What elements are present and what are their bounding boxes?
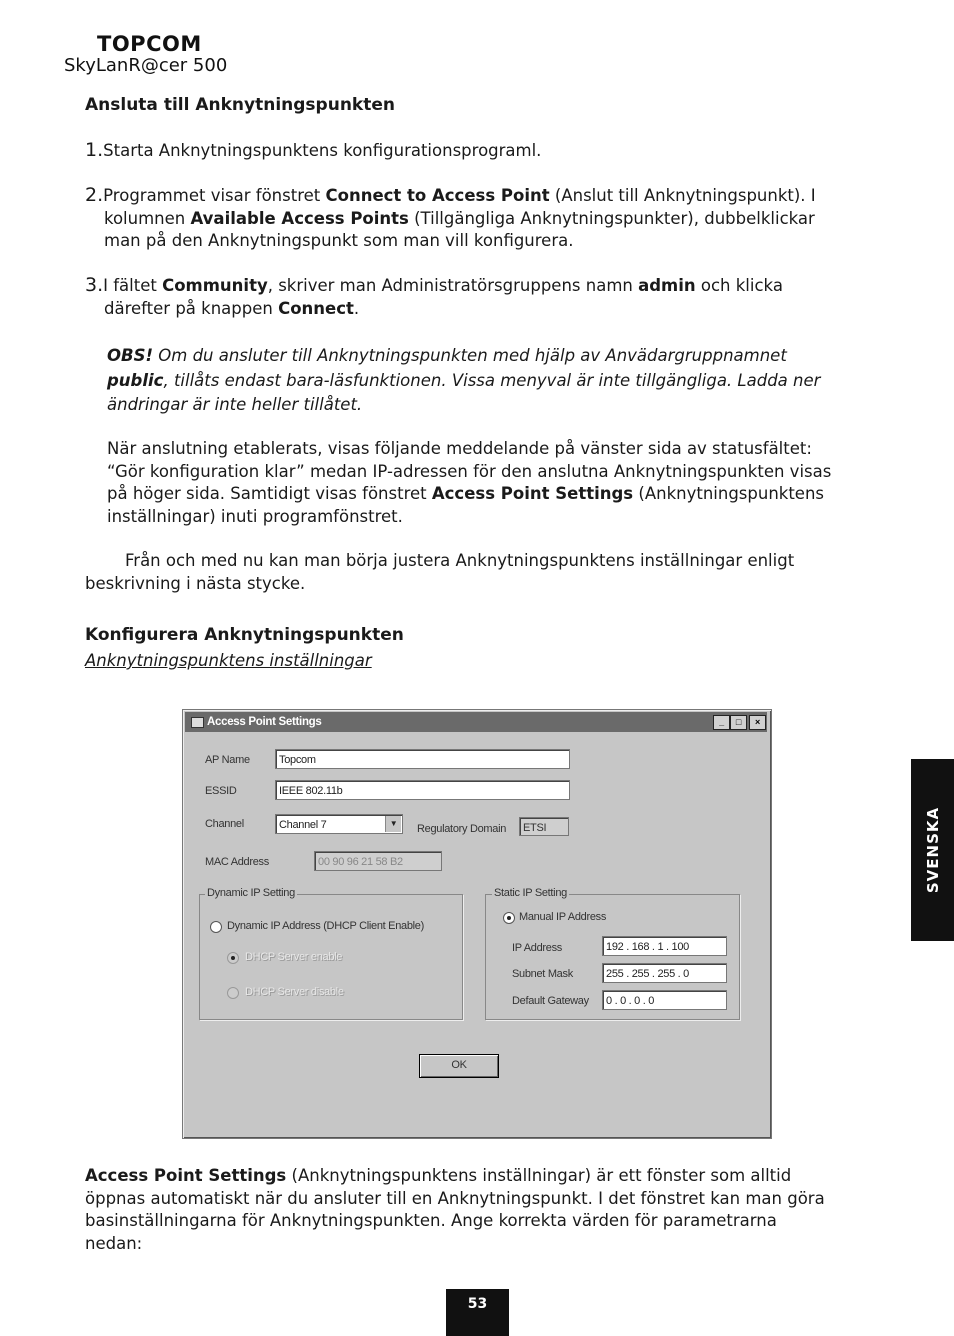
ok-button[interactable]: OK [419, 1054, 499, 1078]
bold-term: public [107, 370, 164, 390]
access-point-settings-dialog [182, 709, 772, 1139]
note-text: Om du ansluter till Anknytningspunkten med hjälp av Anvädargruppnamnet [153, 346, 787, 365]
paragraph-line: basinställningarna för Anknytningspunkten. Ange korrekta värden för parametrarna [85, 1211, 777, 1230]
channel-value: Channel 7 [279, 819, 327, 831]
bold-term: Connect to Access Point [325, 186, 550, 205]
subnet-mask-label: Subnet Mask [512, 968, 573, 980]
mac-address-field: 00 90 96 21 58 B2 [314, 851, 442, 871]
manual-ip-radio-label: Manual IP Address [519, 911, 607, 923]
channel-select[interactable] [275, 814, 403, 834]
paragraph-line: nedan: [85, 1233, 143, 1253]
default-gateway-label: Default Gateway [512, 995, 589, 1007]
language-side-tab [911, 759, 954, 941]
note-label: OBS! [107, 346, 154, 365]
window-menu-icon[interactable] [191, 717, 204, 728]
close-button[interactable]: × [749, 715, 766, 730]
dialog-titlebar[interactable] [185, 712, 767, 732]
paragraph-line: beskrivning i nästa stycke. [85, 573, 306, 593]
bold-term: admin [638, 276, 696, 295]
step-text: (Tillgängliga Anknytningspunkter), dubbelklickar [408, 208, 815, 228]
step-text: och klicka [695, 276, 783, 295]
paragraph-line: inställningar) inuti programfönstret. [107, 506, 403, 526]
paragraph-dialog-description [85, 1165, 825, 1255]
note-text: ändringar är inte heller tillåtet. [107, 395, 363, 414]
step-text: I fältet [103, 276, 163, 295]
section-heading-connect: Ansluta till Anknytningspunkten [85, 95, 395, 115]
essid-label: ESSID [205, 785, 237, 797]
note-text: , tillåts endast bara-läsfunktionen. Vissa menyval är inte tillgängliga. Ladda ner [163, 370, 821, 390]
paragraph-line: öppnas automatiskt när du ansluter till en Anknytningspunkt. I det fönstret kan man göra [85, 1188, 825, 1208]
step-3 [85, 274, 783, 320]
paragraph-line: (Anknytningspunktens inställningar) är ett fönster som alltid [286, 1166, 792, 1185]
step-number: 1. [85, 139, 104, 161]
step-text: Programmet visar fönstret [103, 186, 326, 205]
essid-input[interactable]: IEEE 802.11b [275, 780, 570, 800]
maximize-button[interactable]: □ [730, 715, 747, 730]
section-heading-configure: Konfigurera Anknytningspunkten [85, 625, 404, 645]
page-number: 53 [446, 1289, 509, 1336]
step-text: Starta Anknytningspunktens konfigurationsprograml. [103, 141, 542, 160]
mac-address-label: MAC Address [205, 856, 269, 868]
step-text: därefter på knappen [104, 298, 279, 318]
paragraph-line: “Gör konfiguration klar” medan IP-adressen för den anslutna Anknytningspunkten visas [107, 461, 832, 481]
step-text: man på den Anknytningspunkt som man vill konfigurera. [104, 231, 574, 250]
dhcp-disable-radio[interactable] [227, 987, 239, 999]
dynamic-ip-group-title: Dynamic IP Setting [207, 887, 295, 899]
minimize-button[interactable]: _ [713, 715, 730, 730]
paragraph-line: Från och med nu kan man börja justera Anknytningspunktens inställningar enligt [125, 551, 795, 570]
bold-term: Available Access Points [190, 208, 409, 228]
dhcp-enable-radio[interactable] [227, 952, 239, 964]
ap-name-input[interactable]: Topcom [275, 749, 570, 769]
step-text: , skriver man Administratörsgruppens namn [267, 276, 639, 295]
step-number: 3. [85, 274, 104, 296]
subnet-mask-input[interactable]: 255 . 255 . 255 . 0 [602, 963, 727, 983]
paragraph-line: på höger sida. Samtidigt visas fönstret [107, 484, 432, 503]
dialog-title: Access Point Settings [207, 716, 322, 728]
dynamic-ip-radio[interactable] [210, 921, 222, 933]
dhcp-disable-label: DHCP Server disable [245, 986, 344, 998]
dhcp-enable-label: DHCP Server enable [245, 951, 343, 963]
dynamic-ip-radio-label: Dynamic IP Address (DHCP Client Enable) [227, 920, 424, 932]
paragraph-status [107, 438, 831, 528]
topcom-logo: TOPCOM [97, 32, 202, 56]
bold-term: Access Point Settings [431, 484, 634, 503]
ip-address-label: IP Address [512, 942, 562, 954]
ap-name-label: AP Name [205, 754, 250, 766]
regulatory-domain-label: Regulatory Domain [417, 823, 507, 835]
language-label: SVENSKA [923, 806, 942, 894]
step-2 [85, 184, 816, 253]
static-ip-group-title: Static IP Setting [494, 887, 567, 899]
step-text: (Anslut till Anknytningspunkt). I [549, 186, 816, 205]
bold-term: Connect [278, 298, 354, 318]
note-block [107, 344, 820, 418]
default-gateway-input[interactable]: 0 . 0 . 0 . 0 [602, 990, 727, 1010]
chevron-down-icon[interactable]: ▼ [385, 816, 401, 832]
product-name: SkyLanR@cer 500 [64, 55, 228, 76]
section-subheading: Anknytningspunktens inställningar [85, 651, 372, 670]
step-text: kolumnen [104, 208, 191, 228]
manual-ip-radio[interactable] [503, 912, 515, 924]
ip-address-input[interactable]: 192 . 168 . 1 . 100 [602, 936, 727, 956]
step-text: . [353, 298, 360, 318]
bold-term: Access Point Settings [85, 1166, 287, 1185]
step-number: 2. [85, 184, 104, 206]
paragraph-line: (Anknytningspunktens [633, 484, 825, 503]
bold-term: Community [162, 276, 268, 295]
paragraph-line: När anslutning etablerats, visas följande meddelande på vänster sida av statusfältet: [107, 439, 812, 458]
paragraph-next [85, 550, 794, 595]
regulatory-domain-field: ETSI [519, 817, 569, 836]
channel-label: Channel [205, 818, 244, 830]
step-1 [85, 139, 541, 163]
